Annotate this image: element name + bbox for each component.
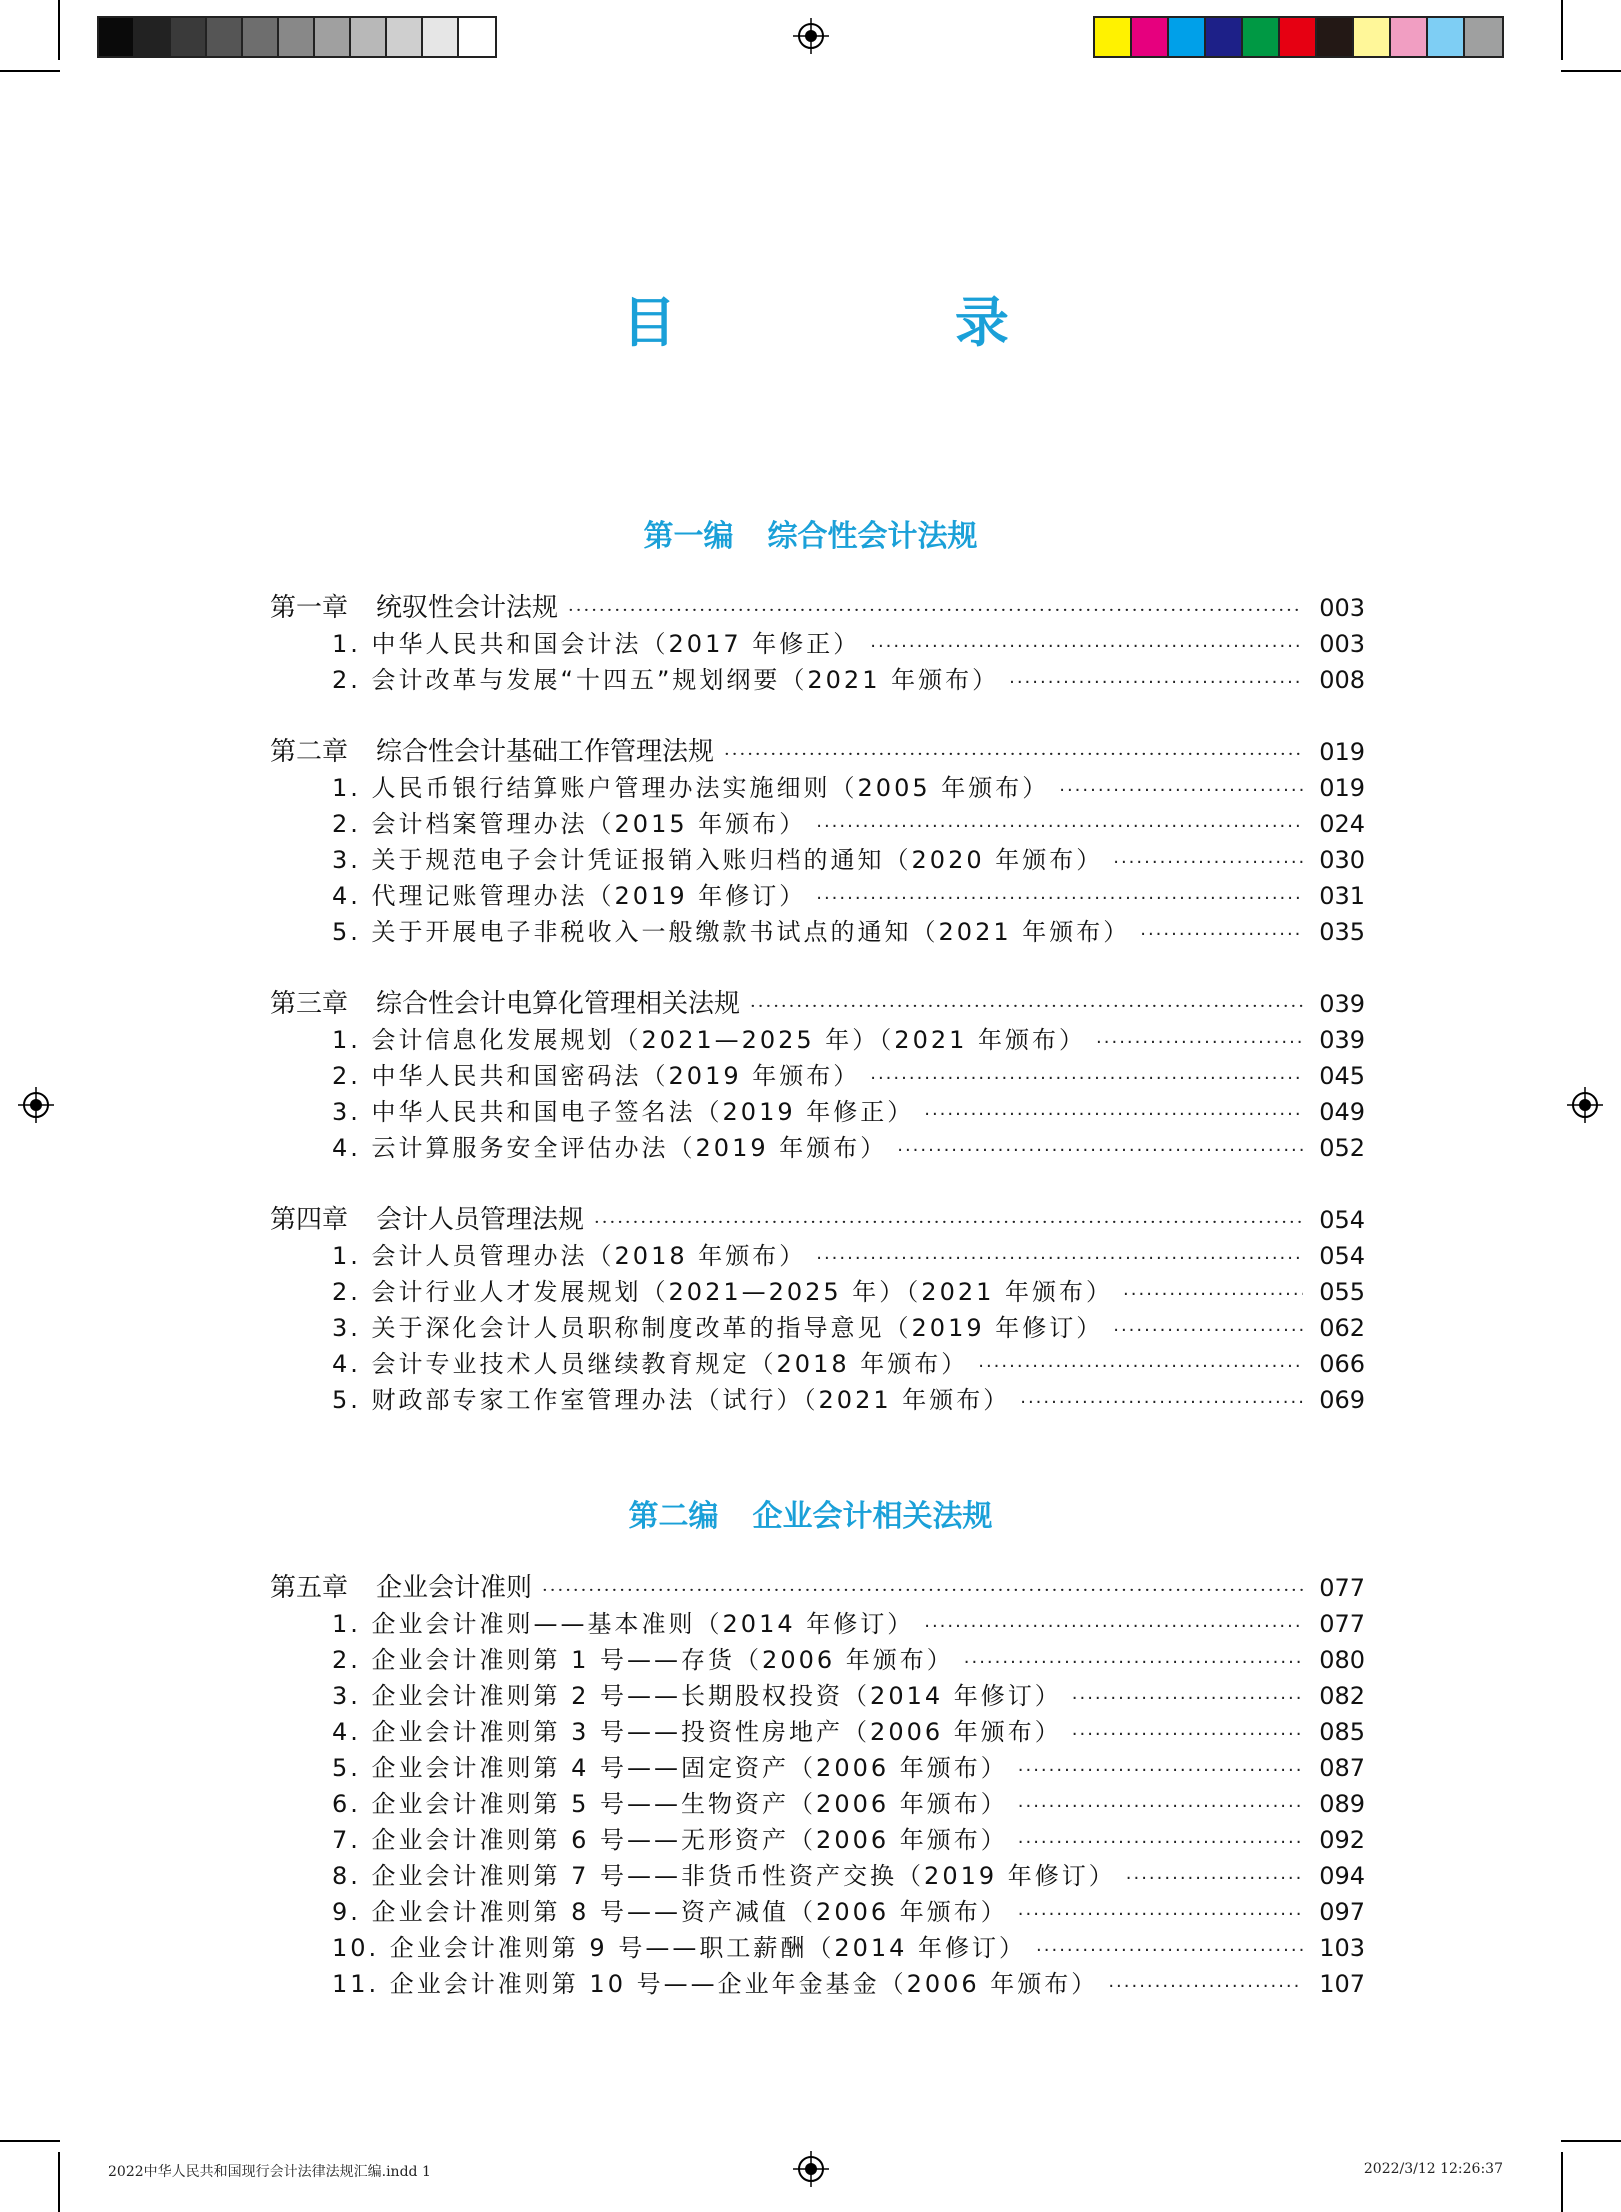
entry-title: 4. 企业会计准则第 3 号——投资性房地产（2006 年颁布） <box>332 1718 1062 1746</box>
toc-entry[interactable] <box>270 1750 1365 1786</box>
chapter-name: 综合性会计电算化管理相关法规 <box>376 989 741 1019</box>
gray-swatch <box>99 18 135 56</box>
page-number: 024 <box>1319 810 1365 838</box>
color-swatch <box>1391 18 1428 56</box>
dot-leader <box>1108 1969 1303 2005</box>
page-number: 077 <box>1319 1610 1365 1638</box>
color-swatch <box>1132 18 1169 56</box>
color-swatch <box>1169 18 1206 56</box>
page-number: 035 <box>1319 918 1365 946</box>
color-swatch <box>1095 18 1132 56</box>
page-number: 030 <box>1319 846 1365 874</box>
toc-entry[interactable] <box>270 1238 1365 1274</box>
toc-chapter <box>270 590 1365 698</box>
part-number: 第二编 <box>628 1499 719 1534</box>
entry-title: 11. 企业会计准则第 10 号——企业年金基金（2006 年颁布） <box>332 1970 1099 1998</box>
entry-title: 10. 企业会计准则第 9 号——职工薪酬（2014 年修订） <box>332 1934 1027 1962</box>
chapter-row[interactable] <box>270 1202 1365 1238</box>
entry-title: 2. 会计改革与发展“十四五”规划纲要（2021 年颁布） <box>332 666 1000 694</box>
page-number: 055 <box>1319 1278 1365 1306</box>
dot-leader <box>1059 773 1303 809</box>
dot-leader <box>1018 1753 1303 1789</box>
entry-title: 3. 关于深化会计人员职称制度改革的指导意见（2019 年修订） <box>332 1314 1104 1342</box>
page-number: 054 <box>1319 1206 1365 1234</box>
toc-entry[interactable] <box>270 626 1365 662</box>
crop-mark <box>1561 2152 1563 2212</box>
toc-entry[interactable] <box>270 1094 1365 1130</box>
toc-entry[interactable] <box>270 806 1365 842</box>
entry-title: 1. 中华人民共和国会计法（2017 年修正） <box>332 630 861 658</box>
dot-leader <box>568 593 1303 629</box>
crop-mark <box>0 70 60 72</box>
dot-leader <box>1018 1789 1303 1825</box>
toc-part-1 <box>270 590 1365 1454</box>
dot-leader <box>1020 1385 1303 1421</box>
chapter-number: 第四章 <box>270 1205 349 1235</box>
color-swatch <box>1206 18 1243 56</box>
gray-swatch <box>387 18 423 56</box>
entry-title: 4. 会计专业技术人员继续教育规定（2018 年颁布） <box>332 1350 969 1378</box>
page-number: 085 <box>1319 1718 1365 1746</box>
page-number: 097 <box>1319 1898 1365 1926</box>
entry-title: 1. 企业会计准则——基本准则（2014 年修订） <box>332 1610 915 1638</box>
part-number: 第一编 <box>643 519 734 554</box>
toc-entry[interactable] <box>270 662 1365 698</box>
entry-title: 3. 企业会计准则第 2 号——长期股权投资（2014 年修订） <box>332 1682 1062 1710</box>
dot-leader <box>816 1241 1303 1277</box>
toc-entry[interactable] <box>270 1022 1365 1058</box>
entry-title: 3. 中华人民共和国电子签名法（2019 年修正） <box>332 1098 915 1126</box>
registration-mark-icon <box>793 18 829 54</box>
entry-title: 1. 会计人员管理办法（2018 年颁布） <box>332 1242 807 1270</box>
color-swatch <box>1317 18 1354 56</box>
dot-leader <box>1036 1933 1303 1969</box>
dot-leader <box>964 1645 1303 1681</box>
entry-title: 7. 企业会计准则第 6 号——无形资产（2006 年颁布） <box>332 1826 1008 1854</box>
dot-leader <box>870 1061 1303 1097</box>
registration-mark-icon <box>793 2151 829 2187</box>
gray-swatch <box>243 18 279 56</box>
crop-mark <box>1561 0 1563 60</box>
page-number: 107 <box>1319 1970 1365 1998</box>
chapter-heading <box>270 1570 532 1606</box>
registration-mark-icon <box>18 1087 54 1123</box>
toc-entry[interactable] <box>270 1382 1365 1418</box>
dot-leader <box>1096 1025 1303 1061</box>
crop-mark <box>58 2152 60 2212</box>
crop-mark <box>58 0 60 60</box>
toc-entry[interactable] <box>270 770 1365 806</box>
gray-swatch <box>423 18 459 56</box>
page-number: 052 <box>1319 1134 1365 1162</box>
dot-leader <box>924 1097 1303 1133</box>
chapter-row[interactable] <box>270 734 1365 770</box>
chapter-name: 统驭性会计法规 <box>376 593 559 623</box>
chapter-number: 第一章 <box>270 593 349 623</box>
page-title: 目 录 <box>622 291 1139 354</box>
chapter-row[interactable] <box>270 1570 1365 1606</box>
chapter-name: 会计人员管理法规 <box>376 1205 585 1235</box>
chapter-heading <box>270 986 740 1022</box>
part-title <box>0 1491 1621 1535</box>
dot-leader <box>924 1609 1303 1645</box>
dot-leader <box>750 989 1303 1025</box>
dot-leader <box>1126 1861 1303 1897</box>
toc-entry[interactable] <box>270 1310 1365 1346</box>
toc-chapter <box>270 1570 1365 2002</box>
entry-title: 4. 代理记账管理办法（2019 年修订） <box>332 882 807 910</box>
footer-timestamp: 2022/3/12 12:26:37 <box>1363 2161 1503 2177</box>
toc-entry[interactable] <box>270 1678 1365 1714</box>
page-number: 094 <box>1319 1862 1365 1890</box>
dot-leader <box>897 1133 1303 1169</box>
toc-entry[interactable] <box>270 1130 1365 1166</box>
toc-entry[interactable] <box>270 1858 1365 1894</box>
dot-leader <box>594 1205 1303 1241</box>
dot-leader <box>1072 1681 1303 1717</box>
color-swatch <box>1280 18 1317 56</box>
dot-leader <box>978 1349 1303 1385</box>
chapter-heading <box>270 734 714 770</box>
page-number: 031 <box>1319 882 1365 910</box>
page-number: 019 <box>1319 774 1365 802</box>
entry-title: 1. 人民币银行结算账户管理办法实施细则（2005 年颁布） <box>332 774 1050 802</box>
toc-chapter <box>270 986 1365 1166</box>
toc-entry[interactable] <box>270 878 1365 914</box>
toc-entry[interactable] <box>270 1606 1365 1642</box>
page-number: 087 <box>1319 1754 1365 1782</box>
page-number: 077 <box>1319 1574 1365 1602</box>
chapter-number: 第二章 <box>270 737 349 767</box>
color-swatch <box>1465 18 1502 56</box>
gray-swatch <box>351 18 387 56</box>
toc-entry[interactable] <box>270 914 1365 950</box>
toc-part-2 <box>270 1570 1365 2038</box>
entry-title: 4. 云计算服务安全评估办法（2019 年颁布） <box>332 1134 888 1162</box>
dot-leader <box>1113 845 1303 881</box>
entry-title: 2. 企业会计准则第 1 号——存货（2006 年颁布） <box>332 1646 954 1674</box>
toc-entry[interactable] <box>270 1894 1365 1930</box>
page-number: 080 <box>1319 1646 1365 1674</box>
page-number: 049 <box>1319 1098 1365 1126</box>
chapter-row[interactable] <box>270 986 1365 1022</box>
color-swatch <box>1354 18 1391 56</box>
entry-title: 6. 企业会计准则第 5 号——生物资产（2006 年颁布） <box>332 1790 1008 1818</box>
dot-leader <box>1140 917 1303 953</box>
chapter-heading <box>270 1202 584 1238</box>
dot-leader <box>816 809 1303 845</box>
page-number: 103 <box>1319 1934 1365 1962</box>
chapter-name: 企业会计准则 <box>376 1573 533 1603</box>
dot-leader <box>1113 1313 1303 1349</box>
color-bar <box>1093 16 1504 58</box>
chapter-heading <box>270 590 558 626</box>
crop-mark <box>0 2140 60 2142</box>
page-number: 062 <box>1319 1314 1365 1342</box>
color-swatch <box>1243 18 1280 56</box>
entry-title: 5. 关于开展电子非税收入一般缴款书试点的通知（2021 年颁布） <box>332 918 1131 946</box>
page-number: 045 <box>1319 1062 1365 1090</box>
page-number: 066 <box>1319 1350 1365 1378</box>
page-number: 082 <box>1319 1682 1365 1710</box>
entry-title: 9. 企业会计准则第 8 号——资产减值（2006 年颁布） <box>332 1898 1008 1926</box>
page-number: 039 <box>1319 990 1365 1018</box>
footer-file-name: 2022中华人民共和国现行会计法律法规汇编.indd 1 <box>108 2164 431 2180</box>
page-number: 054 <box>1319 1242 1365 1270</box>
dot-leader <box>870 629 1303 665</box>
entry-title: 2. 会计档案管理办法（2015 年颁布） <box>332 810 807 838</box>
dot-leader <box>1018 1825 1303 1861</box>
gray-swatch <box>135 18 171 56</box>
dot-leader <box>542 1573 1303 1609</box>
page-number: 003 <box>1319 630 1365 658</box>
chapter-number: 第三章 <box>270 989 349 1019</box>
page-number: 008 <box>1319 666 1365 694</box>
dot-leader <box>1009 665 1303 701</box>
entry-title: 3. 关于规范电子会计凭证报销入账归档的通知（2020 年颁布） <box>332 846 1104 874</box>
gray-swatch <box>207 18 243 56</box>
toc-chapter <box>270 1202 1365 1418</box>
toc-chapter <box>270 734 1365 950</box>
dot-leader <box>1123 1277 1303 1313</box>
gray-swatch <box>279 18 315 56</box>
dot-leader <box>1018 1897 1303 1933</box>
toc-entry[interactable] <box>270 1930 1365 1966</box>
crop-mark <box>1561 70 1621 72</box>
part-name: 企业会计相关法规 <box>752 1499 993 1534</box>
entry-title: 5. 财政部专家工作室管理办法（试行）（2021 年颁布） <box>332 1386 1011 1414</box>
entry-title: 2. 会计行业人才发展规划（2021—2025 年）（2021 年颁布） <box>332 1278 1114 1306</box>
gray-swatch <box>315 18 351 56</box>
page-number: 003 <box>1319 594 1365 622</box>
toc-entry[interactable] <box>270 1346 1365 1382</box>
dot-leader <box>724 737 1303 773</box>
chapter-name: 综合性会计基础工作管理法规 <box>376 737 715 767</box>
toc-entry[interactable] <box>270 1822 1365 1858</box>
part-title <box>0 511 1621 555</box>
entry-title: 2. 中华人民共和国密码法（2019 年颁布） <box>332 1062 861 1090</box>
entry-title: 8. 企业会计准则第 7 号——非货币性资产交换（2019 年修订） <box>332 1862 1116 1890</box>
registration-mark-icon <box>1567 1087 1603 1123</box>
chapter-row[interactable] <box>270 590 1365 626</box>
toc-entry[interactable] <box>270 1786 1365 1822</box>
toc-entry[interactable] <box>270 1714 1365 1750</box>
toc-entry[interactable] <box>270 1058 1365 1094</box>
gray-swatch <box>459 18 495 56</box>
toc-entry[interactable] <box>270 842 1365 878</box>
toc-entry[interactable] <box>270 1966 1365 2002</box>
dot-leader <box>816 881 1303 917</box>
crop-mark <box>1561 2140 1621 2142</box>
dot-leader <box>1072 1717 1303 1753</box>
page-number: 039 <box>1319 1026 1365 1054</box>
part-name: 综合性会计法规 <box>767 519 978 554</box>
grayscale-bar <box>97 16 497 58</box>
entry-title: 1. 会计信息化发展规划（2021—2025 年）（2021 年颁布） <box>332 1026 1087 1054</box>
page-number: 092 <box>1319 1826 1365 1854</box>
gray-swatch <box>171 18 207 56</box>
page-number: 069 <box>1319 1386 1365 1414</box>
color-swatch <box>1428 18 1465 56</box>
page-number: 089 <box>1319 1790 1365 1818</box>
entry-title: 5. 企业会计准则第 4 号——固定资产（2006 年颁布） <box>332 1754 1008 1782</box>
toc-entry[interactable] <box>270 1274 1365 1310</box>
toc-entry[interactable] <box>270 1642 1365 1678</box>
page-number: 019 <box>1319 738 1365 766</box>
chapter-number: 第五章 <box>270 1573 349 1603</box>
